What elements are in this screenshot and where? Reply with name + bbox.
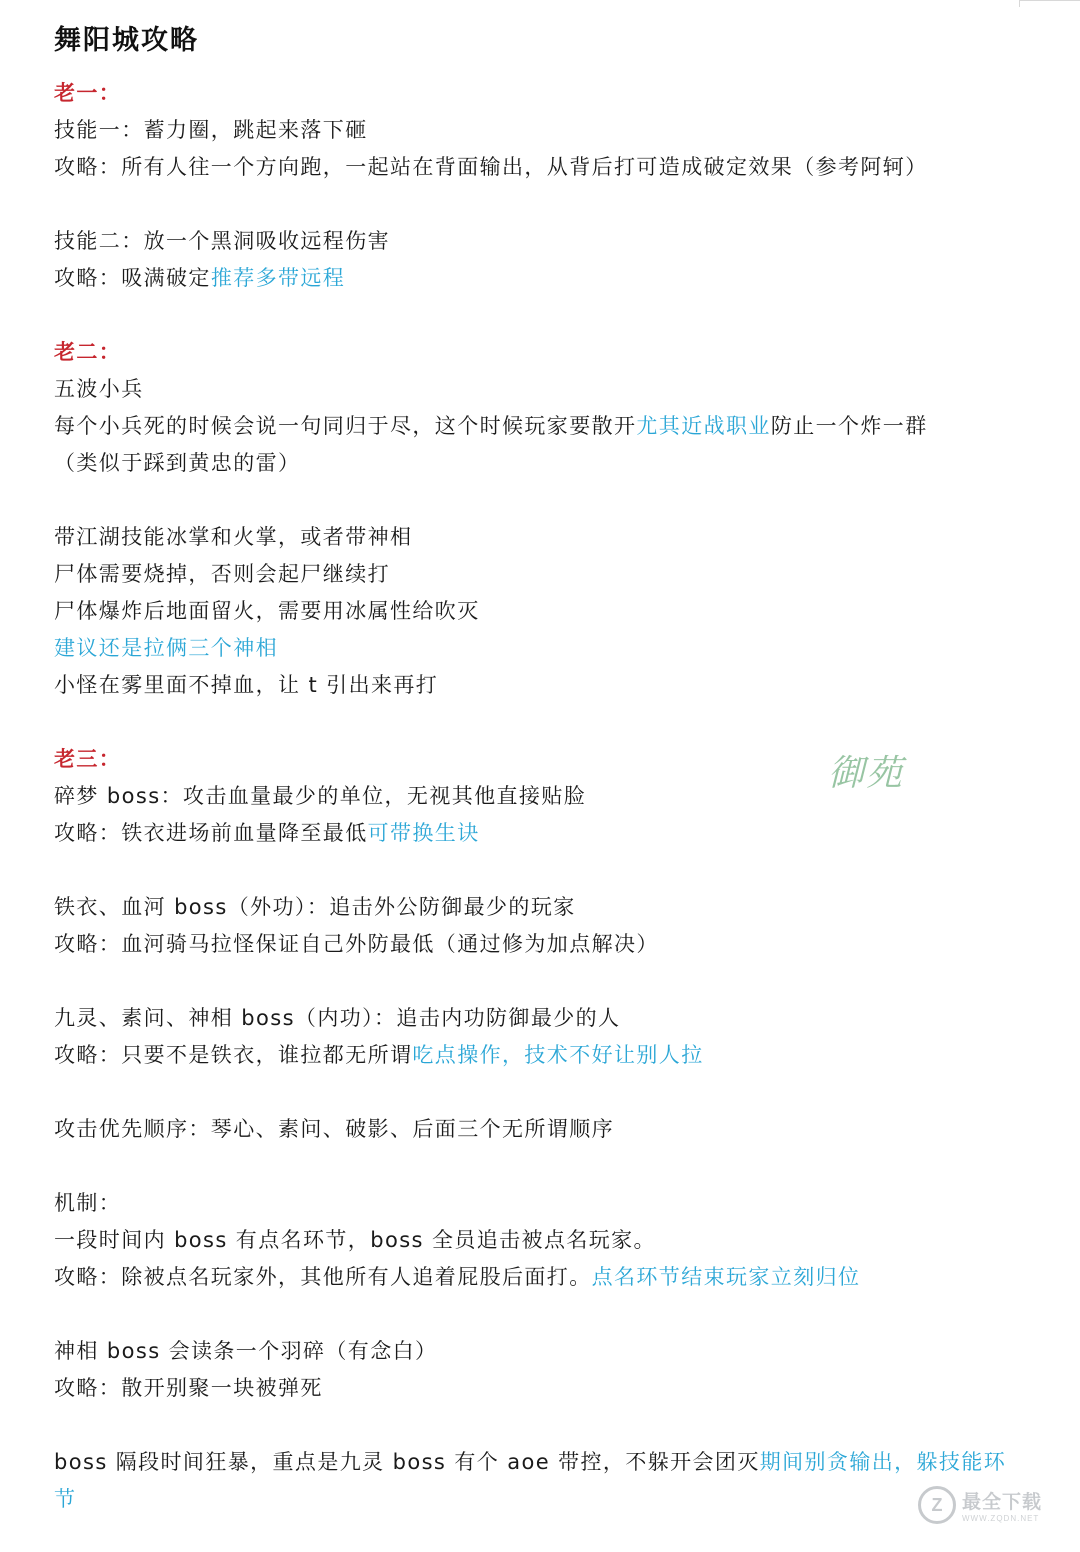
highlight-text: 建议还是拉俩三个神相 (54, 636, 278, 660)
text-line (54, 411, 928, 441)
section-heading: 老二： (54, 340, 122, 364)
logo-icon: Z (918, 1486, 956, 1524)
body-text: 攻略：血河骑马拉怪保证自己外防最低（通过修为加点解决） (54, 932, 659, 956)
body-text: 攻略：所有人往一个方向跑，一起站在背面输出，从背后打可造成破定效果（参考阿轲） (54, 155, 928, 179)
text-line (54, 633, 278, 663)
body-text: 一段时间内 boss 有点名环节，boss 全员追击被点名玩家。 (54, 1228, 656, 1252)
body-text: 九灵、素问、神相 boss（内功）：追击内功防御最少的人 (54, 1006, 621, 1030)
section-heading: 老一： (54, 81, 122, 105)
body-text: 技能一：蓄力圈，跳起来落下砸 (54, 118, 368, 142)
text-line (54, 78, 121, 108)
document-title: 舞阳城攻略 (54, 25, 199, 56)
text-line (54, 670, 438, 700)
body-text: 碎梦 boss：攻击血量最少的单位，无视其他直接贴脸 (54, 784, 587, 808)
text-line (54, 1336, 437, 1366)
body-text: 攻击优先顺序：琴心、素问、破影、后面三个无所谓顺序 (54, 1117, 614, 1141)
logo-name: 最全下载 (962, 1491, 1043, 1513)
text-line (54, 892, 576, 922)
text-line (54, 115, 368, 145)
body-text: 五波小兵 (54, 377, 144, 401)
body-text: 攻略：除被点名玩家外，其他所有人追着屁股后面打。 (54, 1265, 592, 1289)
body-text: 攻略：铁衣进场前血量降至最低 (54, 821, 368, 845)
body-text: 神相 boss 会读条一个羽碎（有念白） (54, 1339, 438, 1363)
site-logo (918, 1483, 1068, 1527)
text-line (54, 374, 144, 404)
logo-text (962, 1487, 1042, 1523)
text-line (54, 152, 928, 182)
text-line (54, 1188, 121, 1218)
text-line (54, 337, 121, 367)
body-text: （类似于踩到黄忠的雷） (54, 451, 301, 475)
highlight-text: 节 (54, 1487, 77, 1511)
body-text: 攻略：只要不是铁衣，谁拉都无所谓 (54, 1043, 413, 1067)
body-text: 机制： (54, 1191, 122, 1215)
body-text: 技能二：放一个黑洞吸收远程伤害 (54, 229, 390, 253)
text-line (54, 1003, 620, 1033)
body-text: 铁衣、血河 boss（外功）：追击外公防御最少的玩家 (54, 895, 576, 919)
body-text: 带江湖技能冰掌和火掌，或者带神相 (54, 525, 413, 549)
text-line (54, 1040, 704, 1070)
highlight-text: 点名环节结束玩家立刻归位 (591, 1265, 861, 1289)
text-line (54, 1484, 76, 1514)
body-text: 攻略：吸满破定 (54, 266, 211, 290)
text-line (54, 559, 390, 589)
text-line (54, 1114, 614, 1144)
body-text: boss 隔段时间狂暴，重点是九灵 boss 有个 aoe 带控，不躲开会团灭 (54, 1450, 760, 1474)
text-line (54, 448, 300, 478)
text-line (54, 522, 412, 552)
section-heading: 老三： (54, 747, 122, 771)
body-text: 尸体需要烧掉，否则会起尸继续打 (54, 562, 390, 586)
text-line (54, 1447, 1006, 1477)
body-text: 尸体爆炸后地面留火，需要用冰属性给吹灭 (54, 599, 480, 623)
text-line (54, 1373, 323, 1403)
highlight-text: 可带换生诀 (367, 821, 480, 845)
text-line (54, 818, 480, 848)
highlight-text: 尤其近战职业 (636, 414, 771, 438)
text-line (54, 1225, 656, 1255)
text-line (54, 263, 345, 293)
body-text: 攻略：散开别聚一块被弹死 (54, 1376, 323, 1400)
text-line (54, 596, 480, 626)
text-line (54, 1262, 860, 1292)
body-text: 每个小兵死的时候会说一句同归于尽，这个时候玩家要散开 (54, 414, 637, 438)
page-corner-fold (1019, 0, 1080, 7)
highlight-text: 期间别贪输出，躲技能环 (759, 1450, 1007, 1474)
text-line (54, 929, 659, 959)
highlight-text: 推荐多带远程 (210, 266, 346, 290)
body-text: 防止一个炸一群 (770, 414, 928, 438)
body-text: 小怪在雾里面不掉血，让 t 引出来再打 (54, 673, 439, 697)
text-line (54, 744, 121, 774)
text-line (54, 781, 586, 811)
text-line (54, 226, 390, 256)
logo-site: WWW.ZQDN.NET (962, 1514, 1040, 1523)
watermark-stamp: 御苑 (828, 753, 905, 794)
highlight-text: 吃点操作，技术不好让别人拉 (412, 1043, 704, 1067)
